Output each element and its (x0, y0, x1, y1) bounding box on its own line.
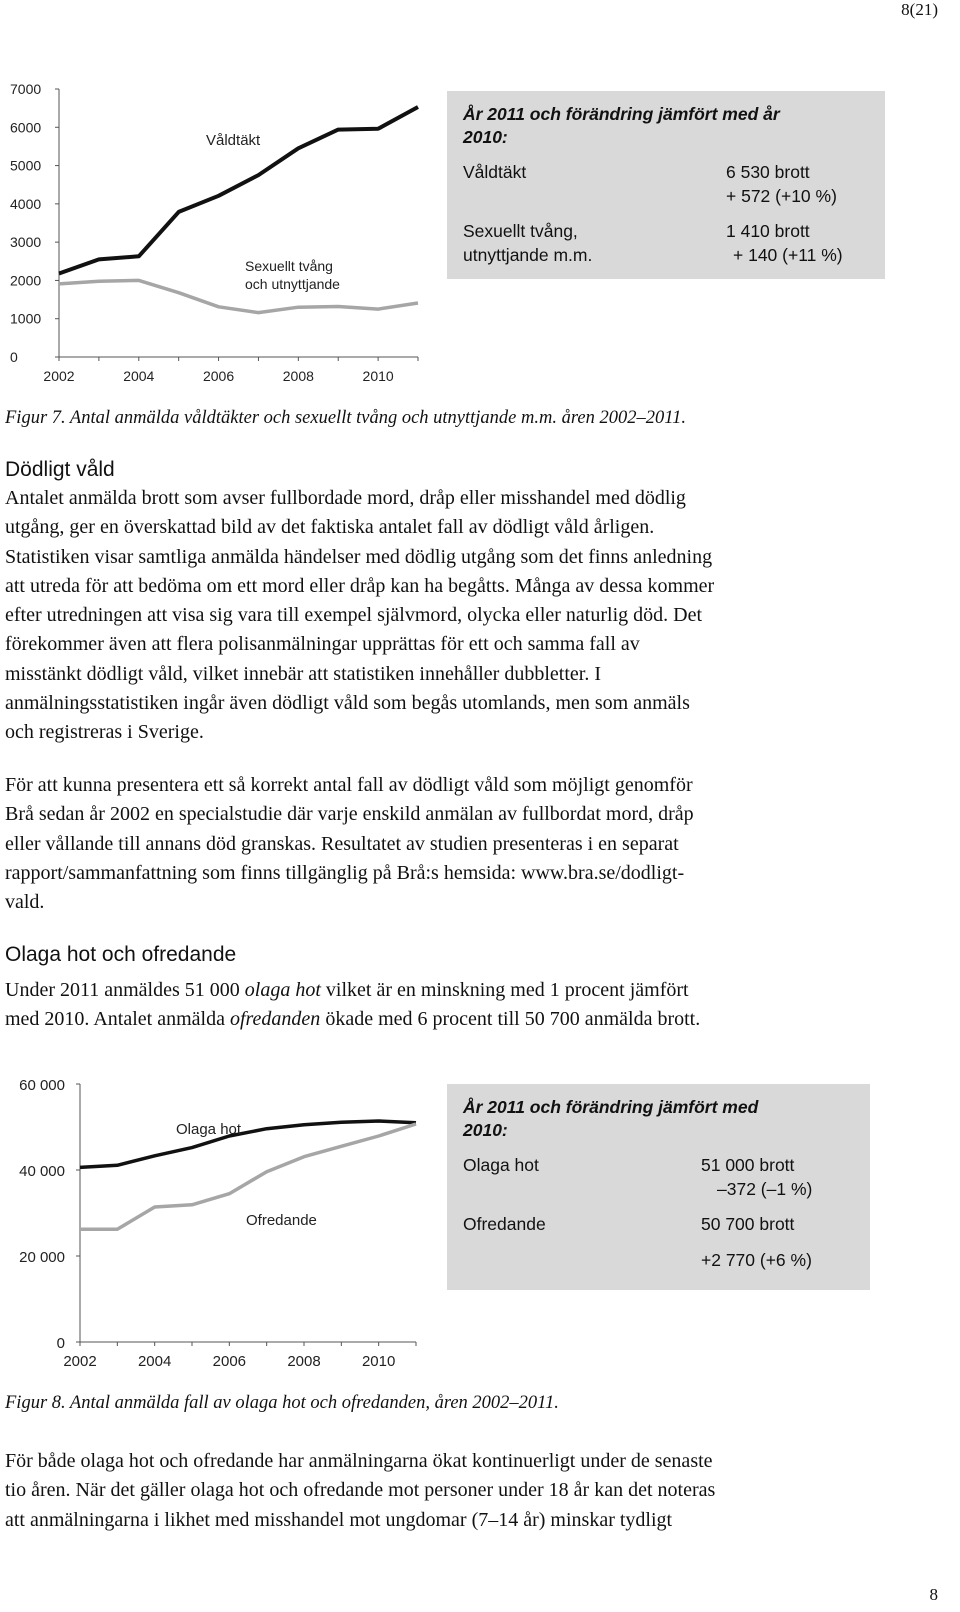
text-line: och registreras i Sverige. (5, 721, 204, 744)
infobox7-row2-label-line2: utnyttjande m.m. (463, 245, 593, 265)
text-line: att anmälningarna i likhet med misshandel mot ungdomar (7–14 år) minskar tydligt (5, 1508, 673, 1531)
y-tick-label: 40 000 (19, 1163, 65, 1180)
infobox8-row1-change: –372 (–1 %) (717, 1179, 813, 1199)
paragraph-closing (5, 1447, 910, 1535)
text-line: För både olaga hot och ofredande har anmälningarna ökat kontinuerligt under de senaste (5, 1450, 713, 1472)
paragraph-dodligt-1 (5, 484, 910, 748)
chart-olaga-hot-ofredande (0, 1068, 430, 1378)
infobox8-row2-value: 50 700 brott (701, 1214, 795, 1234)
figure8-caption: Figur 8. Antal anmälda fall av olaga hot och ofredanden, åren 2002–2011. (5, 1393, 559, 1413)
chart-rape-sexual-coercion (0, 78, 430, 388)
text-line: att utreda för att bedöma om ett mord eller dråp kan ha begåtts. Många av dessa kommer (5, 574, 715, 597)
x-tick-label: 2004 (137, 1353, 172, 1370)
figure7-infobox (447, 91, 885, 279)
y-tick-label: 6000 (10, 119, 42, 136)
infobox8-row2-label: Ofredande (463, 1214, 546, 1234)
x-tick-label: 2006 (212, 1353, 247, 1370)
paragraph-dodligt-2 (5, 771, 910, 917)
y-tick-label: 7000 (10, 81, 42, 97)
label-olaga-hot: Olaga hot (176, 1121, 242, 1138)
x-tick-label: 2008 (287, 1353, 321, 1370)
text-line: eller vållande till annans död granskas. Resultatet av studien presenteras i en separat (5, 832, 679, 855)
heading-dodligt-vald: Dödligt våld (5, 458, 115, 481)
y-tick-label: 0 (56, 1335, 65, 1352)
y-tick-label: 3000 (10, 234, 42, 251)
y-tick-label: 4000 (10, 195, 42, 212)
page-number-top: 8(21) (901, 0, 938, 19)
text-line: misstänkt dödligt våld, vilket innebär att statistiken innehåller dubbletter. I (5, 662, 601, 685)
text-line: Antalet anmälda brott som avser fullbordade mord, dråp eller misshandel med dödlig (5, 487, 686, 509)
label-sexuellt-tvang-line1: Sexuellt tvång (245, 258, 333, 274)
y-tick-label: 60 000 (19, 1077, 65, 1094)
infobox7-row1-change: + 572 (+10 %) (726, 186, 837, 206)
y-tick-label: 0 (10, 349, 18, 365)
x-tick-label: 2002 (43, 368, 75, 384)
series-line-1 (80, 1121, 416, 1167)
text-line: tio åren. När det gäller olaga hot och ofredande mot personer under 18 år kan det noteras (5, 1479, 716, 1502)
x-tick-label: 2004 (123, 368, 155, 384)
text-line: För att kunna presentera ett så korrekt antal fall av dödligt våld som möjligt genomför (5, 774, 693, 796)
x-tick-label: 2002 (63, 1353, 97, 1370)
y-tick-label: 2000 (10, 272, 42, 289)
text-line: förekommer även att flera polisanmälningar upprättas för ett och samma fall av (5, 633, 640, 656)
infobox7-row1-value: 6 530 brott (726, 162, 810, 182)
infobox7-row1-label: Våldtäkt (463, 162, 527, 182)
infobox7-row2-value: 1 410 brott (726, 221, 810, 241)
y-tick-label: 1000 (10, 310, 42, 327)
heading-olaga-hot: Olaga hot och ofredande (5, 943, 237, 966)
text-line: Statistiken visar samtliga anmälda händelser med dödlig utgång som det finns anledning (5, 545, 713, 568)
infobox8-title-line1: År 2011 och förändring jämfört med (463, 1097, 759, 1117)
y-tick-label: 20 000 (19, 1249, 65, 1266)
term-ofredanden: ofredanden (229, 1008, 321, 1031)
x-tick-label: 2010 (361, 1353, 396, 1370)
label-valdtakt: Våldtäkt (206, 132, 261, 149)
figure7-caption: Figur 7. Antal anmälda våldtäkter och sexuellt tvång och utnyttjande m.m. åren 2002–2011. (5, 408, 686, 428)
page-number-bottom: 8 (929, 1585, 938, 1604)
infobox8-title-line2: 2010: (463, 1120, 508, 1140)
infobox8-row2-change: +2 770 (+6 %) (701, 1250, 812, 1270)
text-line: Brå sedan år 2002 en specialstudie där varje enskild anmälan av fullbordat mord, dråp (5, 803, 694, 826)
infobox7-title-line2: 2010: (463, 127, 508, 147)
text-line: Under 2011 anmäldes 51 000 olaga hot vilket är en minskning med 1 procent jämfört (5, 979, 689, 1001)
text-line: rapport/sammanfattning som finns tillgänglig på Brå:s hemsida: www.bra.se/dodligt- (5, 861, 685, 884)
infobox8-row1-value: 51 000 brott (701, 1155, 795, 1175)
label-sexuellt-tvang-line2: och utnyttjande (245, 276, 340, 292)
text-line: med 2010. Antalet anmälda ofredanden ökade med 6 procent till 50 700 anmälda brott. (5, 1008, 701, 1031)
series-line-2 (59, 280, 418, 312)
figure8-infobox (447, 1084, 870, 1290)
infobox8-row1-label: Olaga hot (463, 1155, 539, 1175)
x-tick-label: 2008 (282, 368, 314, 384)
text-line: vald. (5, 891, 45, 914)
text-line: utgång, ger en överskattad bild av det faktiska antalet fall av dödligt våld årligen. (5, 516, 655, 539)
infobox7-row2-change: + 140 (+11 %) (733, 245, 843, 265)
text-line: anmälningsstatistiken ingår även dödligt våld som begås utomlands, men som anmäls (5, 692, 690, 715)
paragraph-olaga-hot (5, 976, 910, 1035)
y-tick-label: 5000 (10, 157, 42, 174)
infobox7-title-line1: År 2011 och förändring jämfört med år (463, 104, 780, 124)
term-olaga-hot: olaga hot (244, 979, 321, 1001)
x-tick-label: 2006 (202, 368, 235, 384)
text-line: efter utredningen att visa sig vara till exempel självmord, olycka eller naturlig död. Det (5, 604, 703, 627)
x-tick-label: 2010 (362, 368, 394, 384)
label-ofredande: Ofredande (246, 1212, 317, 1229)
infobox7-row2-label-line1: Sexuellt tvång, (463, 221, 578, 241)
